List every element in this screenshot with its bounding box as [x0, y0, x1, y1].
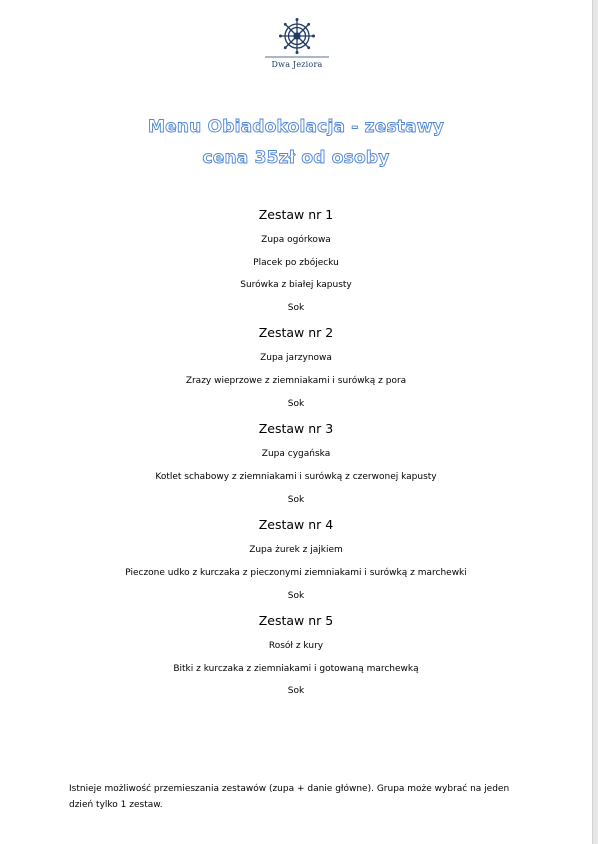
dish-item: Zupa cygańska: [261, 449, 331, 459]
dish-item: Sok: [287, 686, 305, 696]
dish-item: Placek po zbójecku: [253, 258, 339, 268]
logo-rule: [263, 55, 331, 59]
set-heading: Zestaw nr 4: [258, 517, 334, 532]
ship-wheel-icon: [278, 17, 316, 55]
dish-item: Zrazy wieprzowe z ziemniakami i surówką z pora: [185, 376, 407, 386]
set-heading: Zestaw nr 2: [258, 325, 334, 340]
dish-item: Bitki z kurczaka z ziemniakami i gotowaną marchewką: [173, 664, 419, 674]
menu-price: cena 35zł od osoby: [202, 148, 390, 168]
dish-item: Surówka z białej kapusty: [240, 280, 352, 290]
dish-item: Zupa ogórkowa: [261, 235, 331, 245]
set-heading: Zestaw nr 3: [258, 421, 334, 436]
set-heading: Zestaw nr 1: [258, 207, 334, 222]
dish-item: Sok: [287, 303, 305, 313]
menu-title: Menu Obiadokolacja - zestawy: [148, 117, 444, 137]
page-edge: [592, 0, 598, 844]
dish-item: Kotlet schabowy z ziemniakami i surówką z czerwonej kapusty: [155, 472, 437, 482]
dish-item: Zupa żurek z jajkiem: [249, 545, 343, 555]
dish-item: Sok: [287, 495, 305, 505]
set-heading: Zestaw nr 5: [258, 613, 334, 628]
dish-item: Zupa jarzynowa: [260, 353, 332, 363]
dish-item: Sok: [287, 591, 305, 601]
logo-wordmark: Dwa Jeziora: [271, 60, 323, 69]
dish-item: Pieczone udko z kurczaka z pieczonymi ziemniakami i surówką z marchewki: [125, 568, 467, 578]
dish-item: Rosół z kury: [268, 641, 324, 651]
logo: [263, 17, 331, 69]
footer-note: Istnieje możliwość przemieszania zestawów (zupa + danie główne). Grupa może wybrać na jeden dzień tylko 1 zestaw.: [69, 784, 510, 810]
dish-item: Sok: [287, 399, 305, 409]
